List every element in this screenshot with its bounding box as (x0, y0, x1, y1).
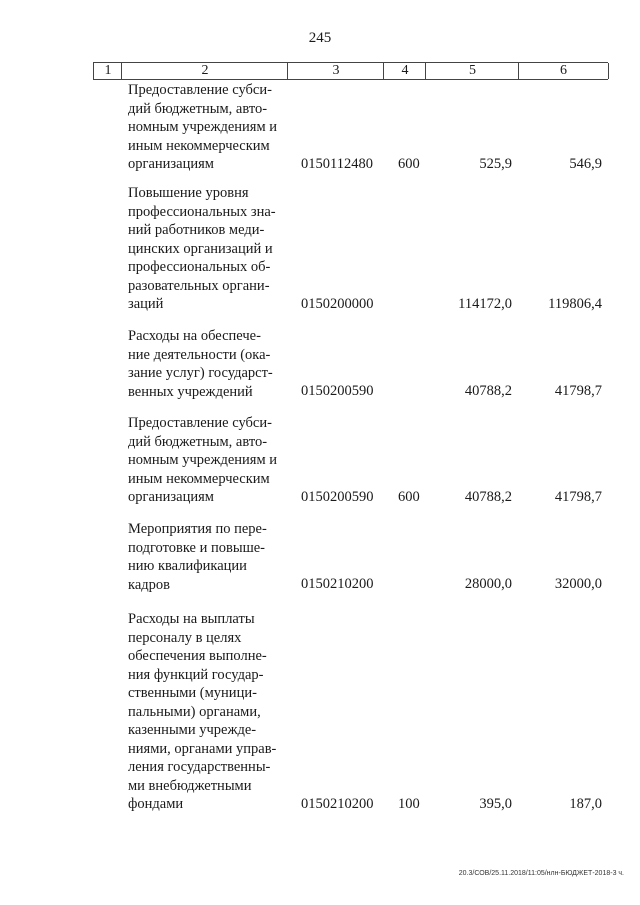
row-value-col6: 187,0 (569, 796, 602, 812)
description-line: организациям (128, 156, 214, 172)
row-description (128, 81, 282, 174)
description-line: ления государственны- (128, 759, 271, 775)
description-line: ственными (муници- (128, 685, 257, 701)
row-description (128, 327, 282, 401)
row-description (128, 520, 282, 594)
description-line: дий бюджетным, авто- (128, 100, 268, 117)
description-line: номным учреждениям и (128, 119, 278, 135)
description-line: организациям (128, 489, 214, 505)
description-line: ний работников меди- (128, 222, 265, 238)
row-expense-type: 600 (398, 156, 420, 172)
row-code: 0150210200 (301, 796, 374, 812)
description-line: кадров (128, 576, 170, 593)
row-expense-type: 100 (398, 796, 420, 812)
description-line: венных учреждений (128, 383, 253, 400)
description-line: пальными) органами, (128, 703, 261, 720)
header-col-2: 2 (121, 63, 288, 79)
description-line: заций (128, 296, 164, 312)
row-code: 0150200590 (301, 489, 374, 505)
description-line: разовательных органи- (128, 277, 270, 294)
description-line: ния функций государ- (128, 666, 264, 683)
description-line: обеспечения выполне- (128, 648, 267, 664)
description-line: профессиональных зна- (128, 203, 276, 220)
table-header (93, 62, 608, 80)
description-line: Предоставление субси- (128, 82, 272, 98)
row-value-col6: 119806,4 (548, 296, 602, 312)
description-line: фондами (128, 796, 184, 812)
description-line: Мероприятия по пере- (128, 521, 267, 537)
row-value-col5: 395,0 (479, 796, 512, 812)
description-line: дий бюджетным, авто- (128, 433, 268, 450)
description-line: ниями, органами управ- (128, 740, 277, 757)
row-description (128, 610, 282, 814)
header-col-3: 3 (287, 63, 384, 79)
description-line: подготовке и повыше- (128, 539, 266, 556)
description-line: Расходы на выплаты (128, 611, 255, 627)
page-number: 245 (308, 30, 332, 46)
description-line: персоналу в целях (128, 629, 242, 646)
row-value-col5: 40788,2 (464, 489, 512, 505)
row-value-col6: 41798,7 (554, 489, 602, 505)
row-value-col6: 546,9 (569, 156, 602, 172)
row-description (128, 414, 282, 507)
description-line: ми внебюджетными (128, 777, 252, 794)
footer-document-code: 20.3/СОВ/25.11.2018/11:05/нлн-БЮДЖЕТ-2018-3 ч. (458, 870, 624, 877)
row-code: 0150200590 (301, 383, 374, 399)
row-value-col5: 40788,2 (464, 383, 512, 399)
row-code: 0150210200 (301, 576, 374, 592)
description-line: профессиональных об- (128, 259, 271, 275)
description-line: Предоставление субси- (128, 415, 272, 431)
row-code: 0150112480 (301, 156, 373, 172)
description-line: цинских организаций и (128, 240, 273, 257)
description-line: Повышение уровня (128, 185, 249, 201)
row-description (128, 184, 282, 314)
header-col-5: 5 (425, 63, 519, 79)
row-expense-type: 600 (398, 489, 420, 505)
header-col-1: 1 (93, 63, 122, 79)
row-code: 0150200000 (301, 296, 374, 312)
description-line: зание услуг) государст- (128, 365, 273, 381)
description-line: Расходы на обеспече- (128, 328, 261, 344)
row-value-col5: 114172,0 (458, 296, 512, 312)
row-value-col5: 28000,0 (464, 576, 512, 592)
description-line: номным учреждениям и (128, 452, 278, 468)
row-value-col6: 41798,7 (554, 383, 602, 399)
description-line: иным некоммерческим (128, 470, 270, 487)
row-value-col6: 32000,0 (554, 576, 602, 592)
description-line: ние деятельности (ока- (128, 346, 271, 363)
description-line: иным некоммерческим (128, 137, 270, 154)
description-line: казенными учрежде- (128, 722, 257, 738)
row-value-col5: 525,9 (479, 156, 512, 172)
header-col-4: 4 (383, 63, 426, 79)
description-line: нию квалификации (128, 558, 247, 574)
header-col-6: 6 (518, 63, 609, 79)
